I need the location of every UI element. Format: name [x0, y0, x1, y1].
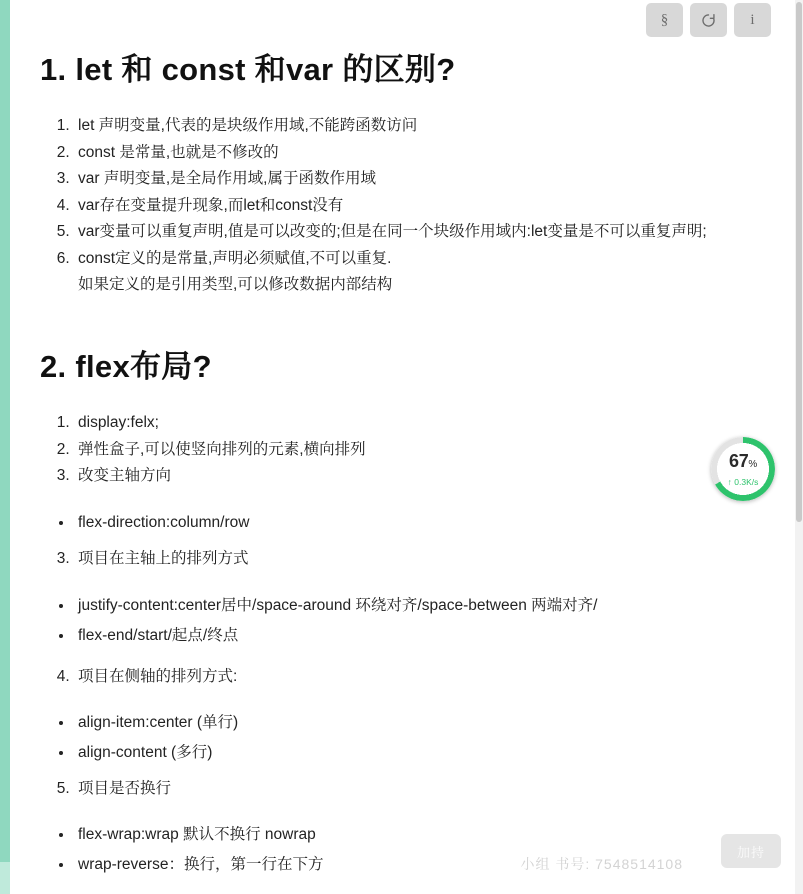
list-item: 2. const 是常量,也就是不修改的	[74, 140, 794, 167]
list-item	[74, 246, 794, 299]
list-item: • flex-direction:column/row	[74, 508, 794, 538]
list-item: 4. var存在变量提升现象,而let和const没有	[74, 193, 794, 220]
list-item: • flex-wrap:wrap 默认不换行 nowrap	[74, 820, 794, 850]
list-item: 3. var 声明变量,是全局作用域,属于函数作用域	[74, 166, 794, 193]
refresh-button[interactable]	[690, 3, 727, 37]
list-item: 2. 弹性盒子,可以使竖向排列的元素,横向排列	[74, 437, 794, 464]
watermark-logo: 加持	[721, 834, 781, 868]
list-item: 5. var变量可以重复声明,值是可以改变的;但是在同一个块级作用域内:let变量是不可以重复声明;	[74, 219, 794, 246]
section5-list	[46, 776, 794, 803]
scrollbar-thumb[interactable]	[796, 2, 802, 522]
left-progress-gutter	[0, 0, 10, 894]
list-item: 3. 改变主轴方向	[74, 463, 794, 490]
list-item: • justify-content:center居中/space-around 环绕对齐/space-between 两端对齐/	[74, 591, 794, 621]
list-item: 4. 项目在侧轴的排列方式:	[74, 664, 794, 691]
section2-bullets	[46, 508, 794, 538]
list-item: • wrap-reverse：换行，第一行在下方	[74, 850, 794, 880]
refresh-icon	[700, 12, 717, 29]
list-item: • align-content (多行)	[74, 738, 794, 768]
section2-list	[46, 410, 794, 490]
speed-percent-value: 67	[728, 450, 749, 471]
list-item-note: 如果定义的是引用类型,可以修改数据内部结构	[78, 276, 393, 293]
floating-toolbar	[646, 3, 771, 37]
list-item-text: const定义的是常量,声明必须赋值,不可以重复.	[78, 249, 392, 267]
section4-bullets	[46, 708, 794, 768]
watermark-text: 小组 书号: 7548514108	[520, 856, 683, 872]
left-progress-fill	[0, 0, 10, 862]
page-scrollbar[interactable]	[795, 0, 803, 894]
section3-bullets	[46, 591, 794, 651]
document-content	[10, 0, 795, 894]
info-button[interactable]: i	[734, 3, 771, 37]
list-item: • align-item:center (单行)	[74, 708, 794, 738]
speed-rate: ↑ 0.3K/s	[727, 476, 759, 487]
paragraph-mark-button[interactable]: §	[646, 3, 683, 37]
section3-list	[46, 546, 794, 573]
speed-percent	[729, 452, 757, 474]
list-item: 1. let 声明变量,代表的是块级作用域,不能跨函数访问	[74, 113, 794, 140]
section4-list	[46, 664, 794, 691]
list-item: • flex-end/start/起点/终点	[74, 621, 794, 651]
page-title-section1: 1. let 和 const 和var 的区别?	[40, 52, 456, 87]
network-speed-widget[interactable]	[711, 437, 775, 501]
percent-symbol: %	[748, 458, 757, 470]
page-title-section2: 2. flex布局?	[40, 349, 212, 384]
list-item: 3. 项目在主轴上的排列方式	[74, 546, 794, 573]
section1-list	[46, 113, 794, 299]
list-item: 1. display:felx;	[74, 410, 794, 437]
list-item: 5. 项目是否换行	[74, 776, 794, 803]
